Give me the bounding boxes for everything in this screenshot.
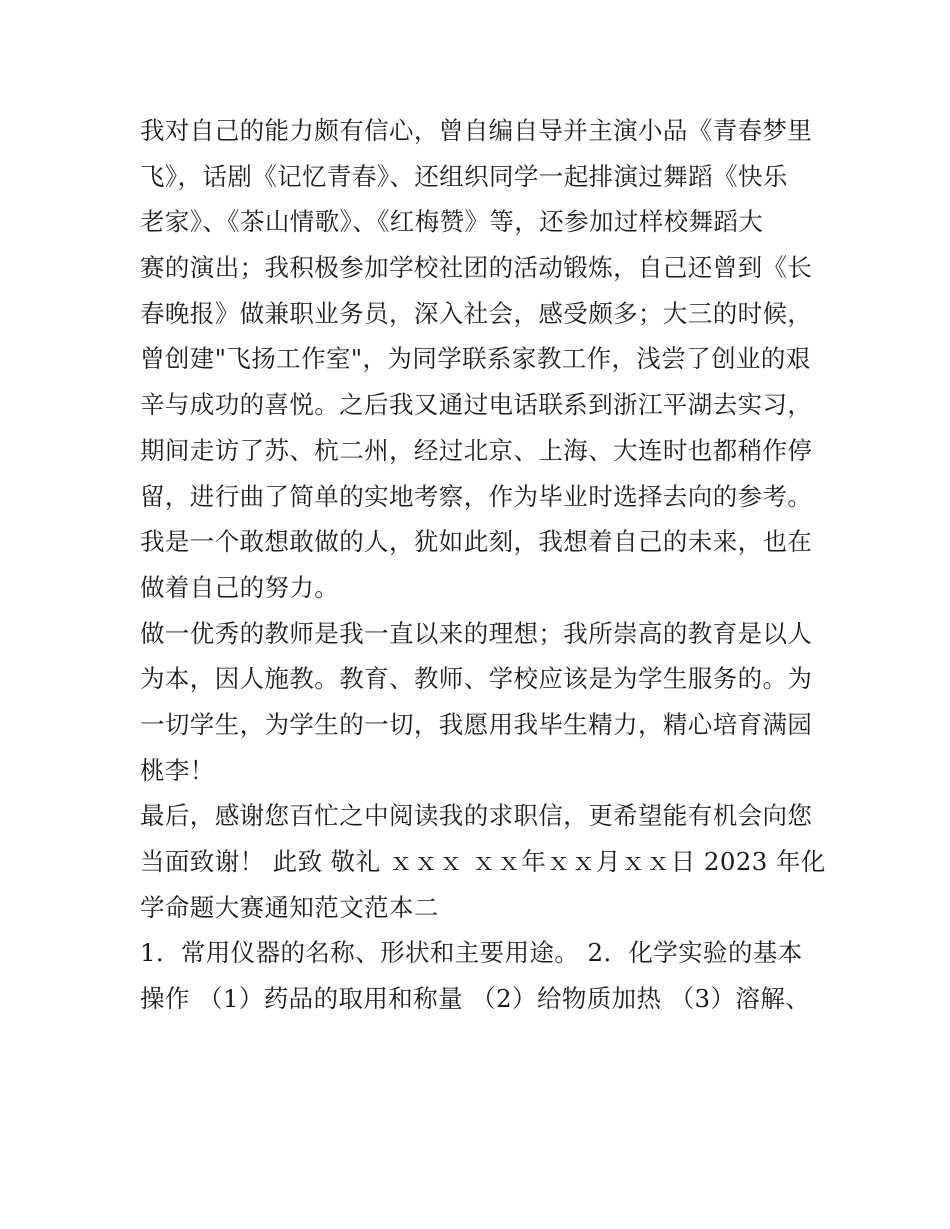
text-line: 留，进行曲了简单的实地考察，作为毕业时选择去向的参考。: [140, 481, 813, 511]
text-line: 赛的演出；我积极参加学校社团的活动锻炼，自己还曾到《长: [140, 253, 813, 283]
document-body: [140, 108, 826, 1022]
text-line: 为本，因人施教。教育、教师、学校应该是为学生服务的。为: [140, 664, 813, 694]
text-line: 一切学生，为学生的一切，我愿用我毕生精力，精心培育满园: [140, 709, 813, 739]
text-line: 做着自己的努力。: [140, 572, 340, 602]
text-line: 最后，感谢您百忙之中阅读我的求职信，更希望能有机会向您: [140, 801, 813, 831]
text-line: 老家》、《茶山情歌》、《红梅赞》等，还参加过样校舞蹈大: [140, 207, 764, 237]
text-line: 辛与成功的喜悦。之后我又通过电话联系到浙江平湖去实习，: [140, 390, 813, 420]
text-line: 我是一个敢想敢做的人，犹如此刻，我想着自己的未来，也在: [140, 527, 813, 557]
text-line: 飞》，话剧《记忆青春》、还组织同学一起排演过舞蹈《快乐: [140, 161, 788, 191]
text-line: 学命题大赛通知范文范本二: [140, 892, 439, 922]
text-line: 做一优秀的教师是我一直以来的理想；我所崇高的教育是以人: [140, 618, 813, 648]
text-line: 我对自己的能力颇有信心，曾自编自导并主演小品《青春梦里: [140, 116, 813, 145]
text-line: 操作 （1）药品的取用和称量 （2）给物质加热 （3）溶解、: [140, 984, 811, 1014]
text-line: 当面致谢！ 此致 敬礼 ｘｘｘ ｘｘ年ｘｘ月ｘｘ日 2023 年化: [140, 847, 826, 876]
text-line: 春晚报》做兼职业务员，深入社会，感受颇多；大三的时候，: [140, 298, 813, 328]
text-line: 1．常用仪器的名称、形状和主要用途。 2．化学实验的基本: [140, 938, 803, 968]
text-line: 桃李！: [140, 755, 215, 785]
text-line: 曾创建"飞扬工作室"，为同学联系家教工作，浅尝了创业的艰: [140, 344, 811, 374]
text-line: 期间走访了苏、杭二州，经过北京、上海、大连时也都稍作停: [140, 435, 813, 465]
